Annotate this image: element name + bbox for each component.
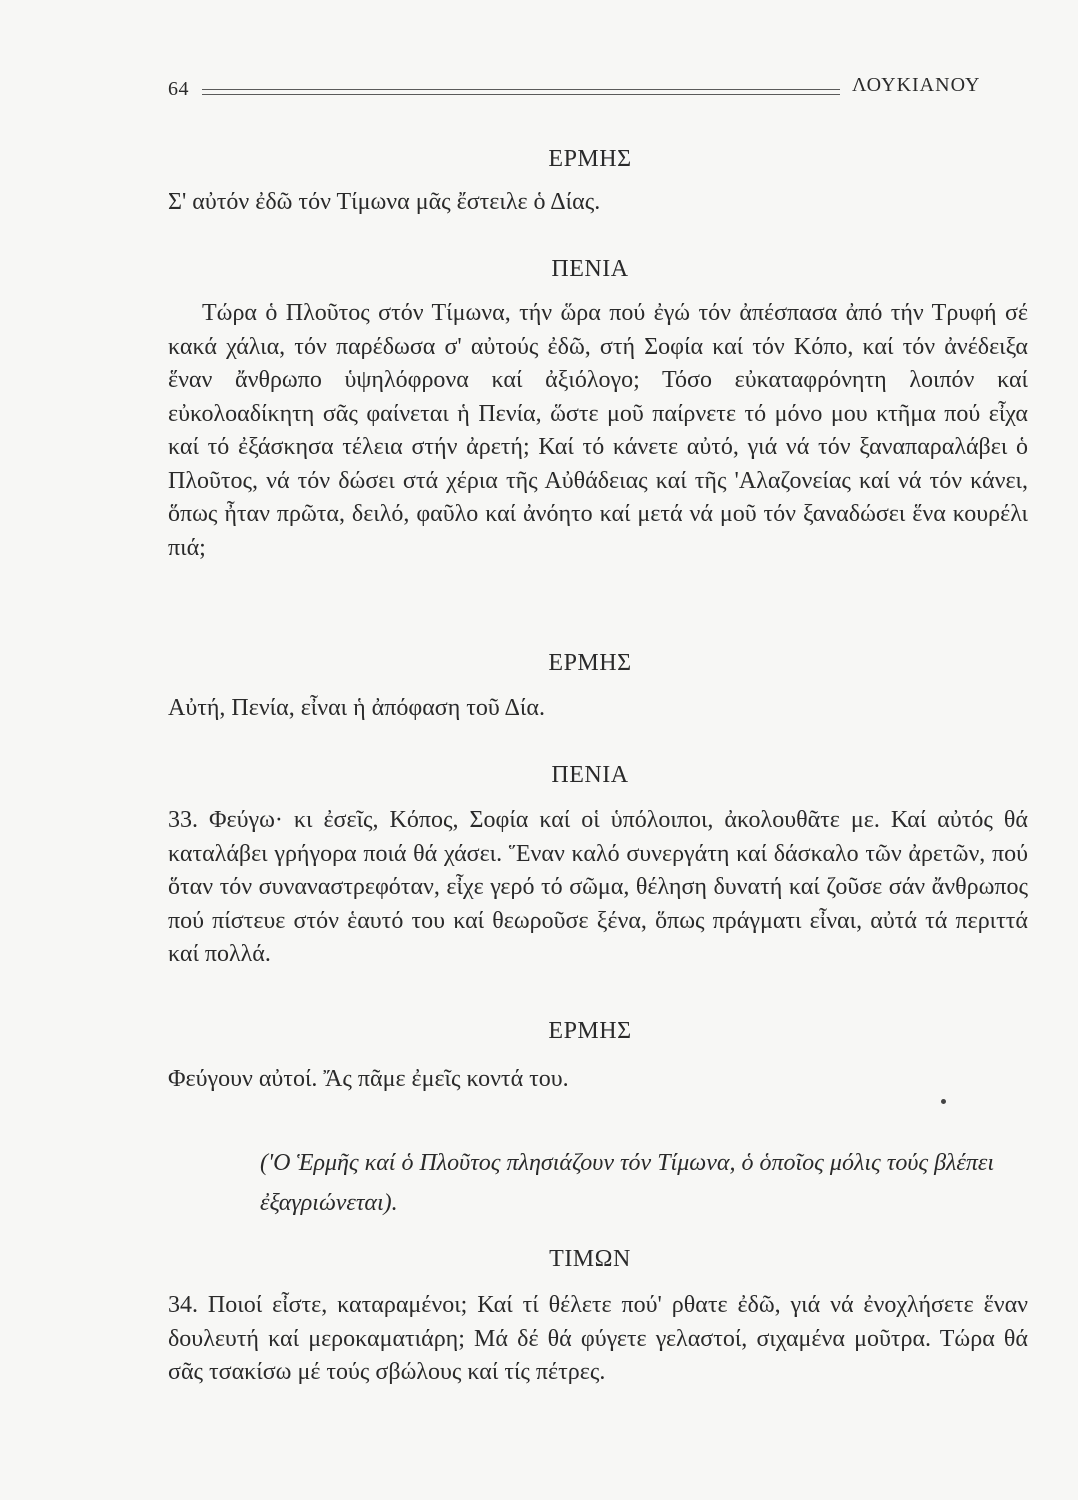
speaker-heading: ΕΡΜΗΣ bbox=[548, 650, 632, 676]
page-number: 64 bbox=[168, 78, 189, 100]
speaker-heading: ΕΡΜΗΣ bbox=[548, 146, 632, 172]
speaker-heading: ΤΙΜΩΝ bbox=[549, 1246, 631, 1272]
stage-direction: ('Ο Ἑρμῆς καί ὁ Πλοῦτος πλησιάζουν τόν Τίμωνα, ὁ ὁποῖος μόλις τούς βλέπει ἐξαγριώνεται). bbox=[260, 1150, 995, 1216]
header-rule bbox=[202, 89, 840, 95]
speaker-heading: ΠΕΝΙΑ bbox=[551, 256, 629, 282]
speaker-heading: ΠΕΝΙΑ bbox=[551, 762, 629, 788]
dialogue-paragraph: Φεύγουν αὐτοί. Ἄς πᾶμε ἐμεῖς κοντά του. bbox=[168, 1066, 569, 1092]
dialogue-paragraph: 34. Ποιοί εἶστε, καταραμένοι; Καί τί θέλετε πού' ρθατε ἐδῶ, γιά νά ἐνοχλήσετε ἕναν δουλευτή καί μεροκαματιάρη; Μά δέ θά φύγετε γελαστοί, σιχαμένα μοῦτρα. Τώρα θά σᾶς τσακίσω μέ τούς σβώλους καί τίς πέτρες. bbox=[168, 1292, 1028, 1385]
scan-speck bbox=[941, 1099, 946, 1104]
dialogue-paragraph: Σ' αὐτόν ἐδῶ τόν Τίμωνα μᾶς ἔστειλε ὁ Δίας. bbox=[168, 189, 601, 215]
dialogue-paragraph: 33. Φεύγω· κι ἐσεῖς, Κόπος, Σοφία καί οἱ ὑπόλοιποι, ἀκολουθᾶτε με. Καί αὐτός θά καταλάβει γρήγορα ποιά θά χάσει. Ἕναν καλό συνεργάτη καί δάσκαλο τῶν ἀρετῶν, πού ὅταν τόν συναναστρεφόταν, εἶχε γερό τό σῶμα, θέληση δυνατή καί ζοῦσε σάν ἄνθρωπος πού πίστευε στόν ἑαυτό του καί θεωροῦσε ξένα, ὅπως πράγματι εἶναι, αὐτά τά περιττά καί πολλά. bbox=[168, 807, 1028, 967]
dialogue-paragraph: Αὐτή, Πενία, εἶναι ἡ ἀπόφαση τοῦ Δία. bbox=[168, 695, 545, 721]
running-head: ΛΟΥΚΙΑΝΟΥ bbox=[852, 74, 981, 96]
speaker-heading: ΕΡΜΗΣ bbox=[548, 1018, 632, 1044]
dialogue-paragraph: Τώρα ὁ Πλοῦτος στόν Τίμωνα, τήν ὥρα πού ἐγώ τόν ἀπέσπασα ἀπό τήν Τρυφή σέ κακά χάλια, τόν παρέδωσα σ' αὐτούς ἐδῶ, στή Σοφία καί τόν Κόπο, καί τόν ἀνέδειξα ἕναν ἄνθρωπο ὑψηλόφρονα καί ἀξιόλογο; Τόσο εὐκαταφρόνητη λοιπόν καί εὐκολοαδίκητη σᾶς φαίνεται ἡ Πενία, ὥστε μοῦ παίρνετε τό μόνο μου κτῆμα πού εἶχα καί τό ἐξάσκησα τέλεια στήν ἀρετή; Καί τό κάνετε αὐτό, γιά νά τόν ξαναπαραλάβει ὁ Πλοῦτος, νά τόν δώσει στά χέρια τῆς Αὐθάδειας καί τῆς 'Αλαζονείας καί νά τόν κάνει, ὅπως ἦταν πρῶτα, δειλό, φαῦλο καί ἀνόητο καί μετά νά μοῦ τόν ξαναδώσει ἕνα κουρέλι πιά; bbox=[168, 300, 1028, 561]
